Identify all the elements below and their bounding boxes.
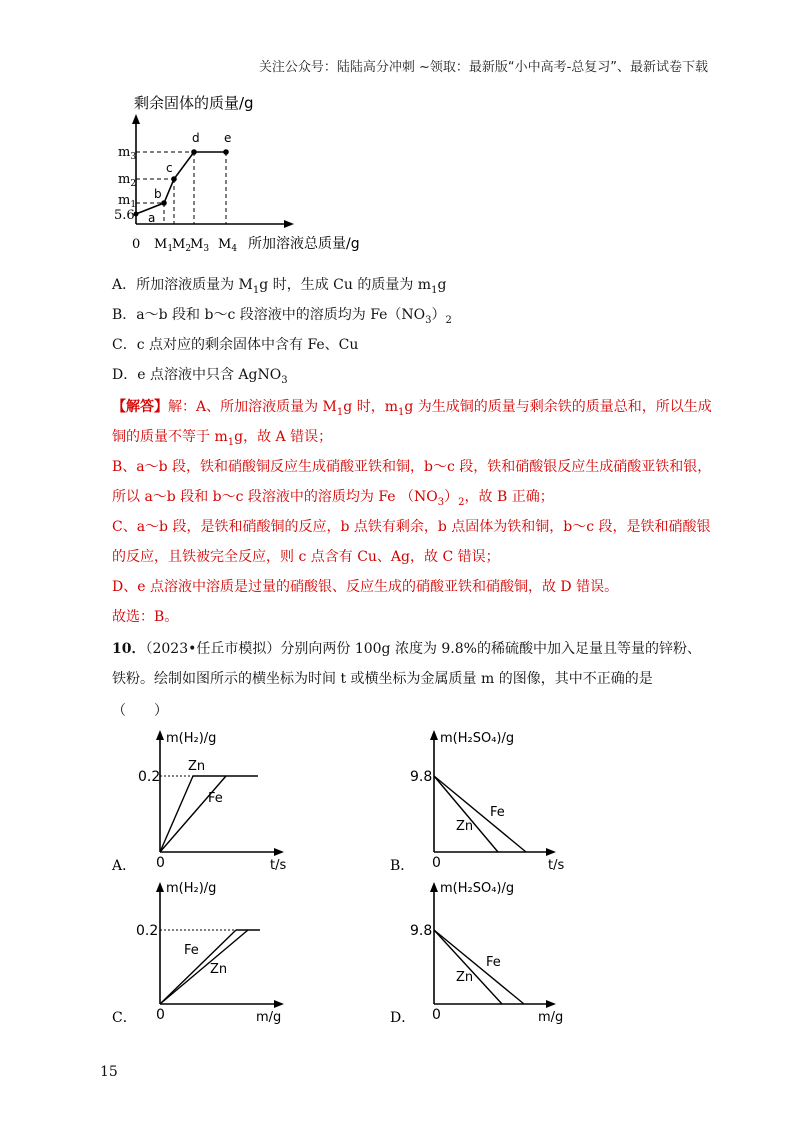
graph-c-ylabel: m(H₂)/g xyxy=(166,881,217,896)
graph1-xtick-M4: $M_4$ xyxy=(218,237,238,254)
graph1-xtick-0: 0 xyxy=(132,237,141,252)
graph-d-ylabel: m(H₂SO₄)/g xyxy=(440,881,515,896)
graph-a-ylabel: m(H₂)/g xyxy=(166,731,217,746)
option-d: D．e 点溶液中只含 AgNO$_3$ xyxy=(112,367,288,386)
graph-c-option-label: C． xyxy=(112,1010,137,1026)
solid-mass-graph xyxy=(108,92,388,264)
answer-label: 【解答】 xyxy=(112,399,168,415)
page-number: 15 xyxy=(100,1064,118,1080)
answer-line-7: D、e 点溶液中溶质是过量的硝酸银、反应生成的硝酸亚铁和硝酸铜，故 D 错误。 xyxy=(112,579,619,595)
answer-line-2: 铜的质量不等于 $m_1g$，故 A 错误； xyxy=(112,429,333,448)
option-b: B．a～b 段和 b～c 段溶液中的溶质均为 $Fe(NO_3)_2$ xyxy=(112,307,452,326)
graph1-ytick-m1: $m_1$ xyxy=(118,193,137,210)
graph-c-zn-label: Zn xyxy=(210,962,228,977)
graph-d-xlabel: m/g xyxy=(538,1010,564,1025)
graph-a-line-fe xyxy=(160,776,226,852)
graph1-ytick-m2: $m_2$ xyxy=(118,172,137,189)
graph1-xtick-M1: $M_1$ xyxy=(154,237,174,254)
graph-c-line-zn xyxy=(160,930,248,1004)
graph1-point-b xyxy=(161,200,167,206)
graph-a xyxy=(108,724,288,874)
option-a: A．所加溶液质量为 $M_1g$ 时，生成 Cu 的质量为 $m_1g$ xyxy=(112,277,447,296)
graph-d-fe-label: Fe xyxy=(486,955,501,970)
graph-a-x-arrow xyxy=(274,848,284,856)
graph1-xlabel: 所加溶液总质量/g xyxy=(248,236,360,252)
graph-d-origin: 0 xyxy=(432,1007,441,1023)
answer-line-3: B、a～b 段，铁和硝酸铜反应生成硝酸亚铁和铜，b～c 段，铁和硝酸银反应生成硝酸亚铁和银， xyxy=(112,459,712,475)
graph-c xyxy=(108,876,288,1026)
graph-d-option-label: D． xyxy=(390,1010,416,1026)
graph-a-xlabel: t/s xyxy=(270,858,287,873)
graph-b-ytick: 9.8 xyxy=(410,769,433,785)
graph-b-y-arrow xyxy=(430,730,438,740)
graph1-label-c: c xyxy=(166,161,173,175)
graph-c-y-arrow xyxy=(156,882,164,892)
graph-b-fe-label: Fe xyxy=(490,805,505,820)
graph1-label-d: d xyxy=(192,131,200,145)
graph-d-line-fe xyxy=(434,930,524,1004)
answer-line-4: 所以 a～b 段和 b～c 段溶液中的溶质均为 Fe $(NO_3)_2$，故 B 正确； xyxy=(112,489,554,508)
graph1-label-a: a xyxy=(148,211,156,225)
answer-line-6: 的反应，且铁被完全反应，则 c 点含有 Cu、Ag，故 C 错误； xyxy=(112,549,500,565)
graph-a-ytick: 0.2 xyxy=(138,769,161,785)
graph1-curve xyxy=(136,152,226,214)
graph1-ytick-m3: $m_3$ xyxy=(118,145,137,162)
graph-d xyxy=(386,876,586,1026)
graph-b-xlabel: t/s xyxy=(548,858,565,873)
option-c: C．c 点对应的剩余固体中含有 Fe、Cu xyxy=(112,337,359,353)
graph-a-origin: 0 xyxy=(156,855,165,871)
graph1-ytick-5-6: 5.6 xyxy=(114,208,135,223)
graph-b xyxy=(386,724,586,874)
graph-b-zn-label: Zn xyxy=(456,819,474,834)
graph-d-y-arrow xyxy=(430,882,438,892)
graph-c-fe-label: Fe xyxy=(184,943,199,958)
answer-line-8: 故选：B。 xyxy=(112,609,179,625)
question-10-number: 10． xyxy=(112,641,146,657)
graph-b-ylabel: m(H₂SO₄)/g xyxy=(440,731,515,746)
graph1-xtick-M3: $M_3$ xyxy=(190,237,210,254)
page-header: 关注公众号：陆陆高分冲刺 ~领取：最新版“小中高考-总复习”、最新试卷下载 xyxy=(258,60,708,75)
graph-c-x-arrow xyxy=(274,1000,284,1008)
answer-line-5: C、a～b 段，是铁和硝酸铜的反应，b 点铁有剩余，b 点固体为铁和铜，b～c 段，是铁和硝酸银 xyxy=(112,519,711,535)
graph-a-fe-label: Fe xyxy=(208,791,223,806)
graph1-xtick-M2: $M_2$ xyxy=(172,237,192,254)
graph-a-option-label: A． xyxy=(112,858,137,874)
graph-b-option-label: B． xyxy=(390,858,415,874)
graph1-y-arrow xyxy=(132,114,140,124)
question-10-line-3: （ ） xyxy=(112,703,168,719)
graph1-ylabel: 剩余固体的质量/g xyxy=(134,94,254,112)
question-10-line-2: 铁粉。绘制如图所示的横坐标为时间 t 或横坐标为金属质量 m 的图像，其中不正确的是 xyxy=(112,671,653,687)
graph1-point-e xyxy=(223,149,229,155)
graph-d-ytick: 9.8 xyxy=(410,923,433,939)
graph1-label-e: e xyxy=(224,131,232,145)
question-10-line-1: 10．（2023•任丘市模拟）分别向两份 100g 浓度为 9.8%的稀硫酸中加入足量且等量的锌粉、 xyxy=(112,641,701,657)
graph-a-zn-label: Zn xyxy=(188,759,206,774)
graph-c-ytick: 0.2 xyxy=(136,923,159,939)
graph-b-line-zn xyxy=(434,776,498,852)
graph-a-y-arrow xyxy=(156,730,164,740)
graph1-point-c xyxy=(171,176,177,182)
graph-d-zn-label: Zn xyxy=(456,970,474,985)
graph-d-x-arrow xyxy=(546,1000,556,1008)
graph-a-line-zn xyxy=(160,776,193,852)
graph-b-origin: 0 xyxy=(432,855,441,871)
graph-c-xlabel: m/g xyxy=(256,1010,282,1025)
graph-b-x-arrow xyxy=(546,848,556,856)
graph-b-line-fe xyxy=(434,776,526,852)
graph1-label-b: b xyxy=(154,187,162,201)
graph1-point-d xyxy=(191,149,197,155)
graph-c-origin: 0 xyxy=(156,1007,165,1023)
graph1-x-arrow xyxy=(284,220,294,228)
answer-line-1: 【解答】解：A、所加溶液质量为 $M_1g$ 时，$m_1g$ 为生成铜的质量与剩余铁的质量总和，所以生成 xyxy=(112,399,712,418)
